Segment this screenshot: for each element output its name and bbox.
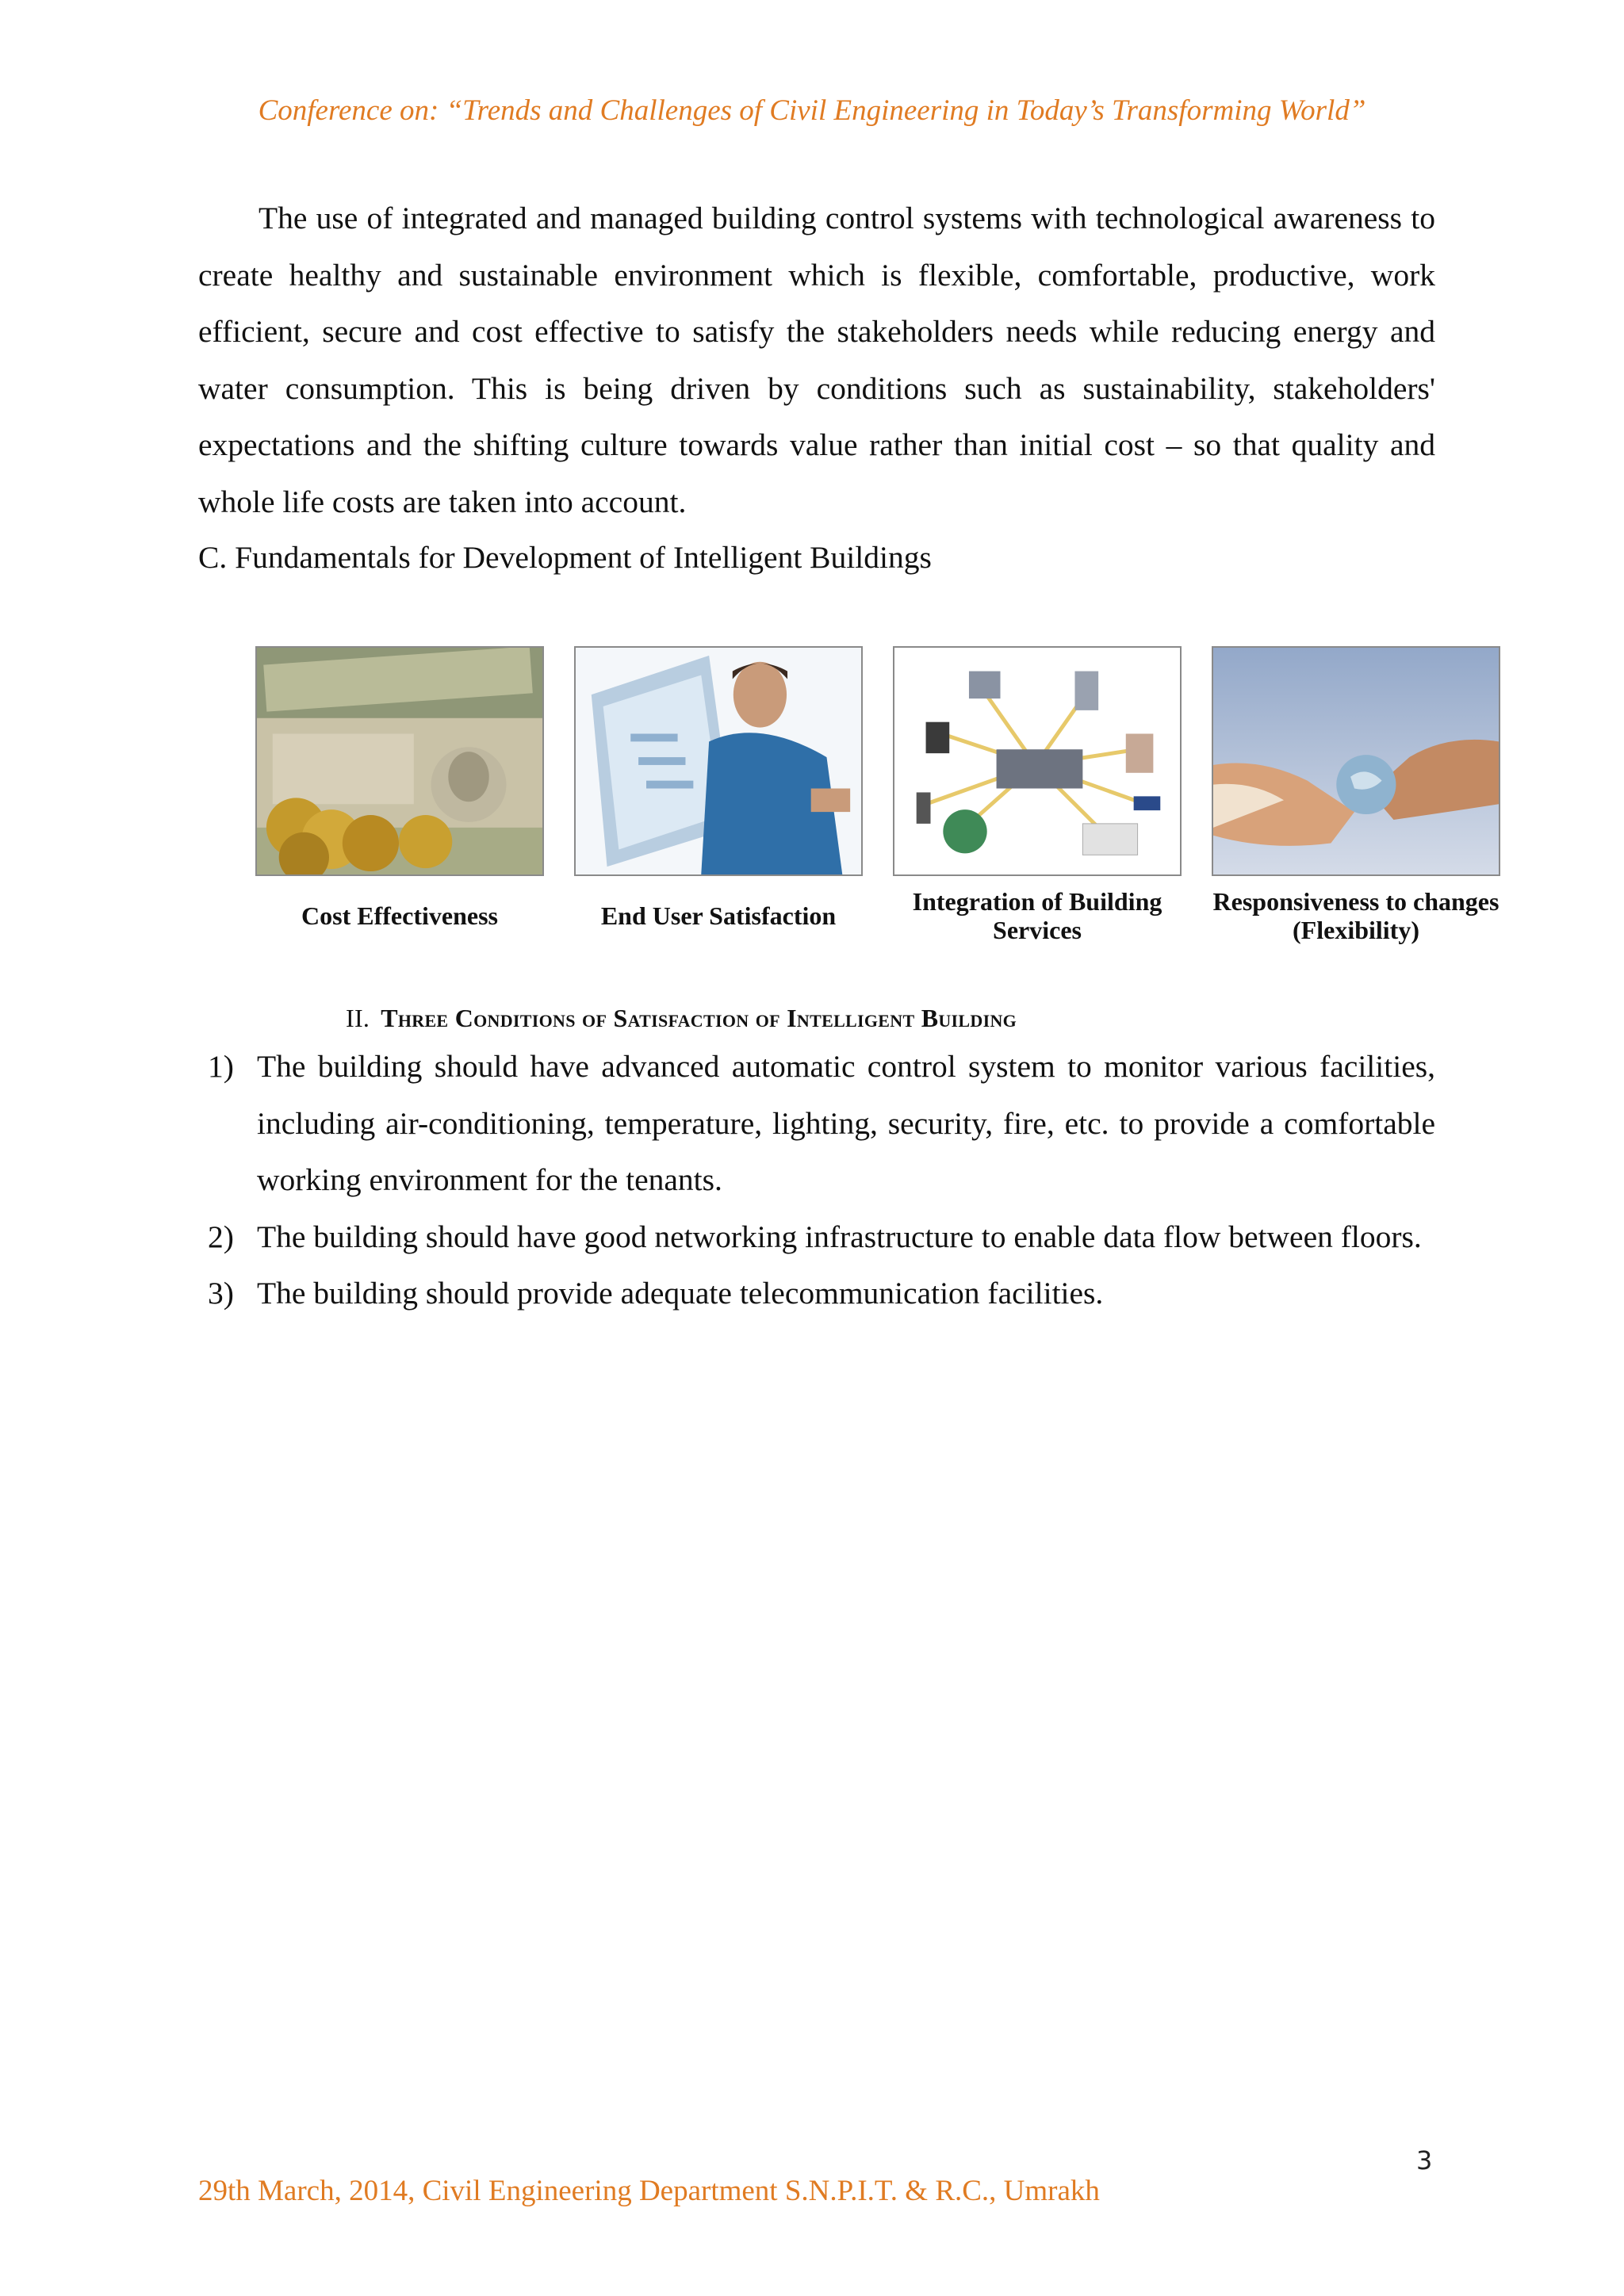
integrated-devices-network-image xyxy=(893,646,1182,876)
list-marker: 2) xyxy=(208,1219,234,1254)
section-title xyxy=(346,1001,1017,1035)
list-item xyxy=(198,1039,1435,1209)
currency-notes-coins-image xyxy=(255,646,544,876)
list-item xyxy=(198,1209,1435,1266)
user-at-computer-image xyxy=(574,646,863,876)
section-heading: Three Conditions of Satisfaction of Intelligent Building xyxy=(381,1004,1017,1032)
conference-footer: 29th March, 2014, Civil Engineering Department S.N.P.I.T. & R.C., Umrakh xyxy=(198,2175,1100,2207)
list-marker: 1) xyxy=(208,1049,234,1084)
caption-integration-building-services: Integration of Building Services xyxy=(912,887,1162,944)
page-number: 3 xyxy=(1416,2145,1433,2175)
list-item-text: The building should provide adequate telecommunication facilities. xyxy=(257,1276,1104,1311)
list-marker: 3) xyxy=(208,1276,234,1311)
subheading-fundamentals: C. Fundamentals for Development of Intelligent Buildings xyxy=(198,540,932,575)
conditions-list xyxy=(198,1039,1435,1322)
hands-globe-image xyxy=(1212,646,1500,876)
list-item-text: The building should have good networking infrastructure to enable data flow between floors. xyxy=(257,1219,1422,1254)
list-item-text: The building should have advanced automatic control system to monitor various facilities, including air-conditioning, temperature, lighting, security, fire, etc. to provide a comfortable working environment for the tenants. xyxy=(257,1049,1435,1197)
list-item xyxy=(198,1265,1435,1322)
caption-responsiveness-flexibility: Responsiveness to changes (Flexibility) xyxy=(1212,887,1500,944)
conference-header: Conference on: “Trends and Challenges of Civil Engineering in Today’s Transforming World” xyxy=(258,94,1366,127)
caption-end-user-satisfaction: End User Satisfaction xyxy=(600,901,837,930)
figure-row xyxy=(255,646,1500,947)
section-number: II. xyxy=(346,1004,370,1032)
body-paragraph: The use of integrated and managed building control systems with technological awareness to create healthy and sustainable environment which is flexible, comfortable, productive, work efficient, secure and cost effective to satisfy the stakeholders needs while reducing energy and water consumption. This is being driven by conditions such as sustainability, stakeholders' expectations and the shifting culture towards value rather than initial cost – so that quality and whole life costs are taken into account. xyxy=(198,201,1435,519)
caption-cost-effectiveness: Cost Effectiveness xyxy=(301,901,498,930)
